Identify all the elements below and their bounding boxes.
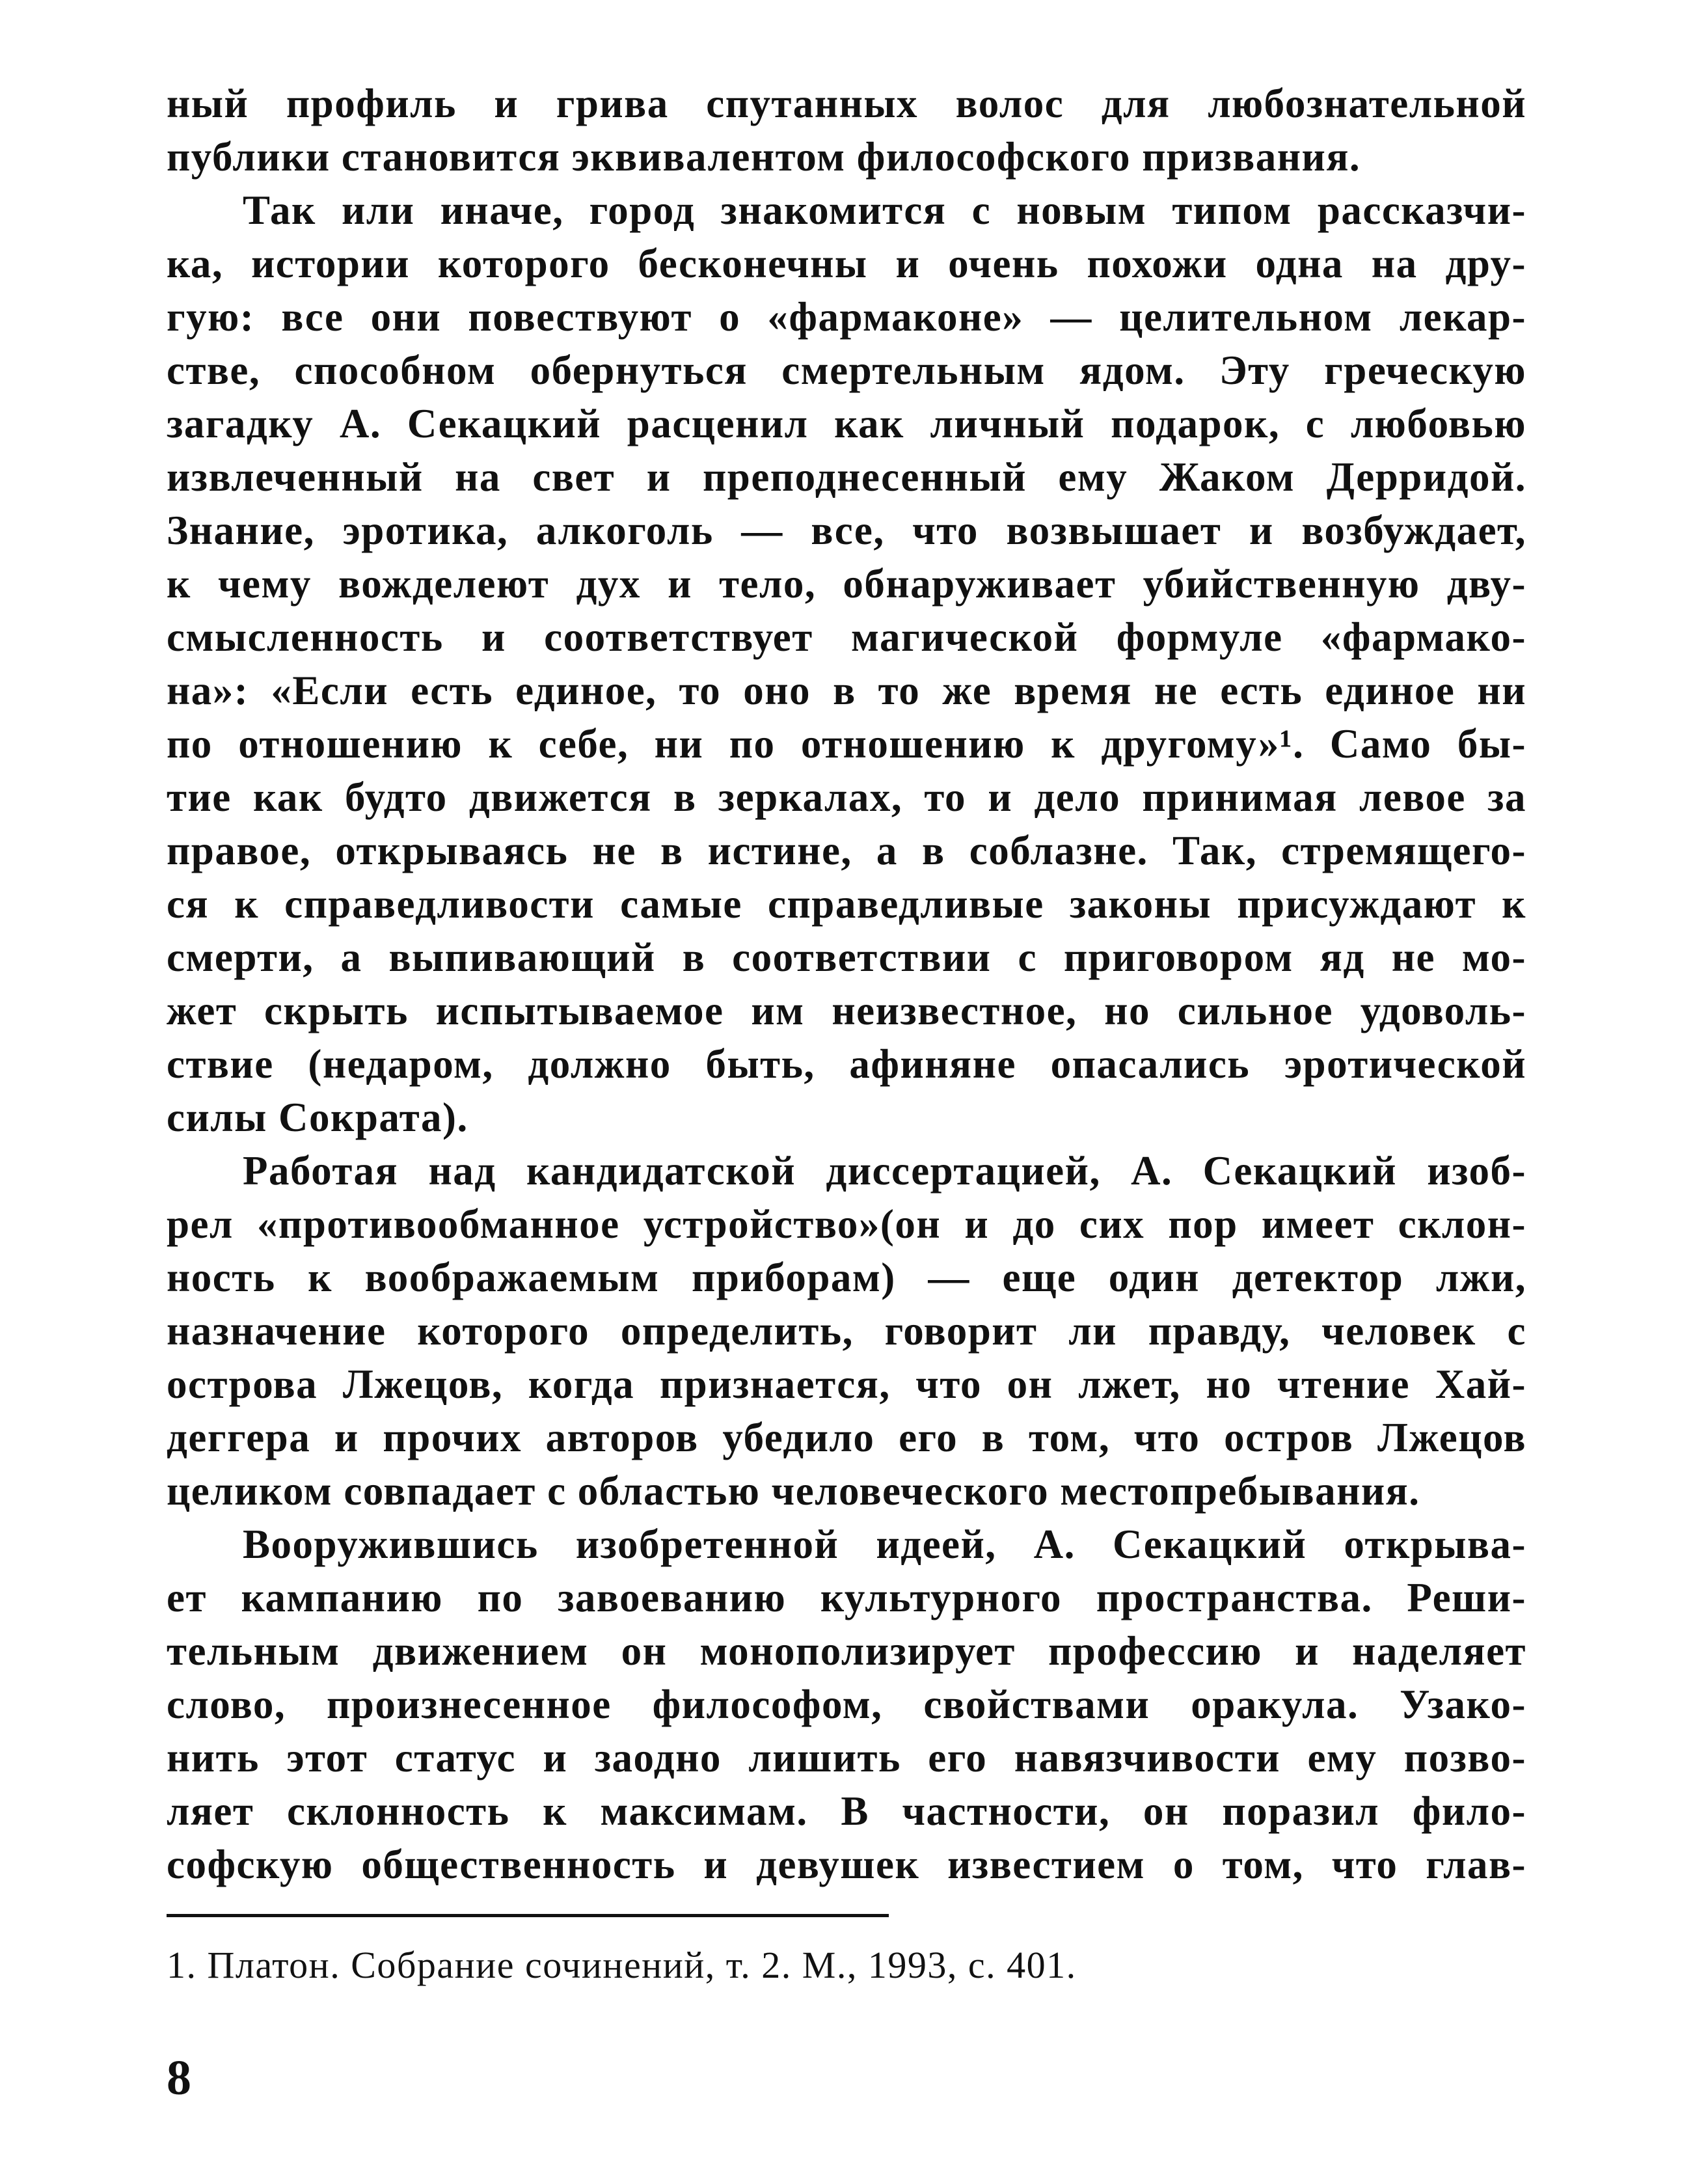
text-line: ся к справедливости самые справедливые законы присуждают к bbox=[167, 881, 1526, 927]
text-line: ствие (недаром, должно быть, афиняне опасались эротической bbox=[167, 1041, 1526, 1087]
text-line: ка, истории которого бесконечны и очень похожи одна на дру- bbox=[167, 241, 1526, 286]
text-line: стве, способном обернуться смертельным ядом. Эту греческую bbox=[167, 348, 1526, 393]
text-line: Знание, эротика, алкоголь — все, что возвышает и возбуждает, bbox=[167, 508, 1526, 553]
text-line: к чему вожделеют дух и тело, обнаруживает убийственную дву- bbox=[167, 561, 1526, 607]
text-line: смерти, а выпивающий в соответствии с приговором яд не мо- bbox=[167, 935, 1526, 980]
text-line: правое, открываясь не в истине, а в соблазне. Так, стремящего- bbox=[167, 828, 1526, 873]
text-line: слово, произнесенное философом, свойствами оракула. Узако- bbox=[167, 1682, 1526, 1727]
text-line: острова Лжецов, когда признается, что он лжет, но чтение Хай- bbox=[167, 1361, 1526, 1407]
text-line: Так или иначе, город знакомится с новым типом рассказчи- bbox=[243, 187, 1526, 233]
body-text bbox=[167, 77, 1526, 1891]
text-line: загадку А. Секацкий расценил как личный подарок, с любовью bbox=[167, 401, 1526, 446]
text-line: ляет склонность к максимам. В частности, он поразил фило- bbox=[167, 1788, 1526, 1834]
text-line: Вооружившись изобретенной идеей, А. Секацкий открыва- bbox=[243, 1522, 1526, 1567]
text-line: по отношению к себе, ни по отношению к другому»¹. Само бы- bbox=[167, 721, 1526, 767]
text-line: тельным движением он монополизирует профессию и наделяет bbox=[167, 1628, 1526, 1674]
page-number: 8 bbox=[167, 2051, 191, 2105]
text-line: извлеченный на свет и преподнесенный ему Жаком Дерридой. bbox=[167, 454, 1526, 500]
paragraph bbox=[167, 1518, 1526, 1891]
text-line: ность к воображаемым приборам) — еще один детектор лжи, bbox=[167, 1255, 1526, 1300]
text-line: публики становится эквивалентом философского призвания. bbox=[167, 134, 1361, 180]
text-line: тие как будто движется в зеркалах, то и дело принимая левое за bbox=[167, 774, 1526, 820]
text-line: смысленность и соответствует магической формуле «фармако- bbox=[167, 614, 1526, 660]
text-line: Работая над кандидатской диссертацией, А. Секацкий изоб- bbox=[243, 1148, 1526, 1194]
text-line: нить этот статус и заодно лишить его навязчивости ему позво- bbox=[167, 1735, 1526, 1781]
text-line: деггера и прочих авторов убедило его в том, что остров Лжецов bbox=[167, 1415, 1526, 1460]
text-line: ный профиль и грива спутанных волос для любознательной bbox=[167, 81, 1526, 126]
text-line: рел «противообманное устройство»(он и до сих пор имеет склон- bbox=[167, 1201, 1526, 1247]
paragraph bbox=[167, 1144, 1526, 1518]
paragraph bbox=[167, 184, 1526, 1144]
text-line: целиком совпадает с областью человеческого местопребывания. bbox=[167, 1468, 1420, 1514]
text-line: силы Сократа). bbox=[167, 1095, 468, 1140]
footnote-rule bbox=[167, 1914, 889, 1917]
text-line: гую: все они повествуют о «фармаконе» — целительном лекар- bbox=[167, 294, 1526, 340]
footnote: 1. Платон. Собрание сочинений, т. 2. М., 1993, с. 401. bbox=[167, 1944, 1077, 1986]
text-line: на»: «Если есть единое, то оно в то же время не есть единое ни bbox=[167, 668, 1526, 713]
paragraph bbox=[167, 77, 1526, 184]
text-line: ет кампанию по завоеванию культурного пространства. Реши- bbox=[167, 1575, 1526, 1620]
text-line: софскую общественность и девушек известием о том, что глав- bbox=[167, 1842, 1526, 1887]
text-line: жет скрыть испытываемое им неизвестное, но сильное удоволь- bbox=[167, 988, 1526, 1033]
text-line: назначение которого определить, говорит ли правду, человек с bbox=[167, 1308, 1526, 1354]
